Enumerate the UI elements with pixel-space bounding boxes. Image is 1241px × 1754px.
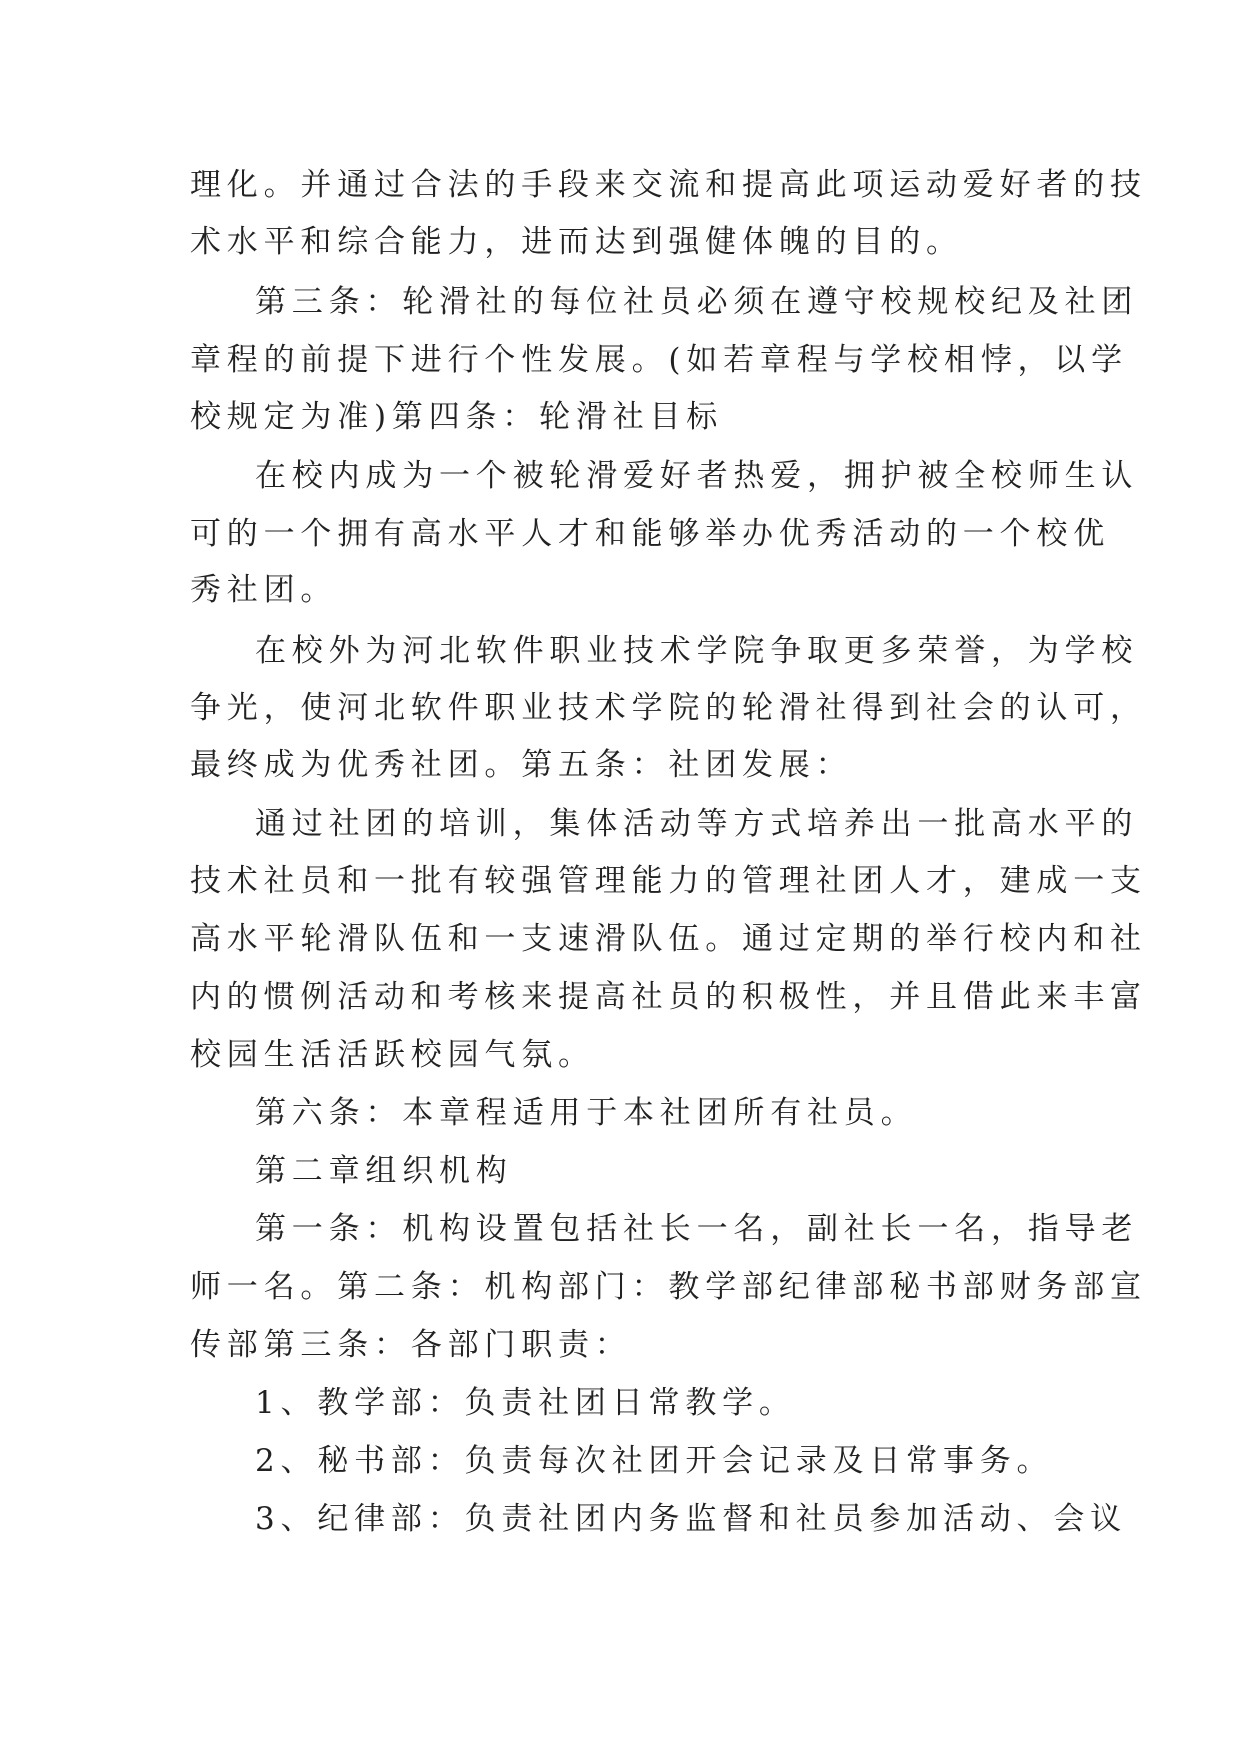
paragraph-start-line: 通过社团的培训，集体活动等方式培养出一批高水平的 [255,806,1139,842]
text-line: 秀社团。 [190,572,338,608]
text-line: 技术社员和一批有较强管理能力的管理社团人才，建成一支 [190,863,1147,899]
paragraph-start-line: 第三条：轮滑社的每位社员必须在遵守校规校纪及社团 [255,284,1139,320]
paragraph-start-line: 第六条：本章程适用于本社团所有社员。 [255,1095,918,1131]
list-item: 1、教学部：负责社团日常教学。 [255,1385,796,1421]
chapter-heading: 第二章组织机构 [255,1153,513,1189]
text-line: 理化。并通过合法的手段来交流和提高此项运动爱好者的技 [190,167,1147,203]
text-line: 最终成为优秀社团。第五条：社团发展： [190,747,853,783]
text-line: 内的惯例活动和考核来提高社员的积极性，并且借此来丰富 [190,979,1147,1015]
paragraph-start-line: 在校内成为一个被轮滑爱好者热爱，拥护被全校师生认 [255,458,1139,494]
text-line: 可的一个拥有高水平人才和能够举办优秀活动的一个校优 [190,516,1110,552]
list-item: 2、秘书部：负责每次社团开会记录及日常事务。 [255,1443,1054,1479]
text-line: 高水平轮滑队伍和一支速滑队伍。通过定期的举行校内和社 [190,921,1147,957]
text-line: 师一名。第二条：机构部门：教学部纪律部秘书部财务部宣 [190,1269,1147,1305]
text-line: 章程的前提下进行个性发展。(如若章程与学校相悖，以学 [190,342,1128,378]
paragraph-start-line: 第一条：机构设置包括社长一名，副社长一名，指导老 [255,1211,1139,1247]
text-line: 术水平和综合能力，进而达到强健体魄的目的。 [190,224,963,260]
text-line: 争光，使河北软件职业技术学院的轮滑社得到社会的认可， [190,690,1147,726]
text-line: 校园生活活跃校园气氛。 [190,1037,595,1073]
text-line: 传部第三条：各部门职责： [190,1327,632,1363]
list-item: 3、纪律部：负责社团内务监督和社员参加活动、会议 [255,1501,1127,1537]
paragraph-start-line: 在校外为河北软件职业技术学院争取更多荣誉，为学校 [255,633,1139,669]
text-line: 校规定为准)第四条：轮滑社目标 [190,399,724,435]
